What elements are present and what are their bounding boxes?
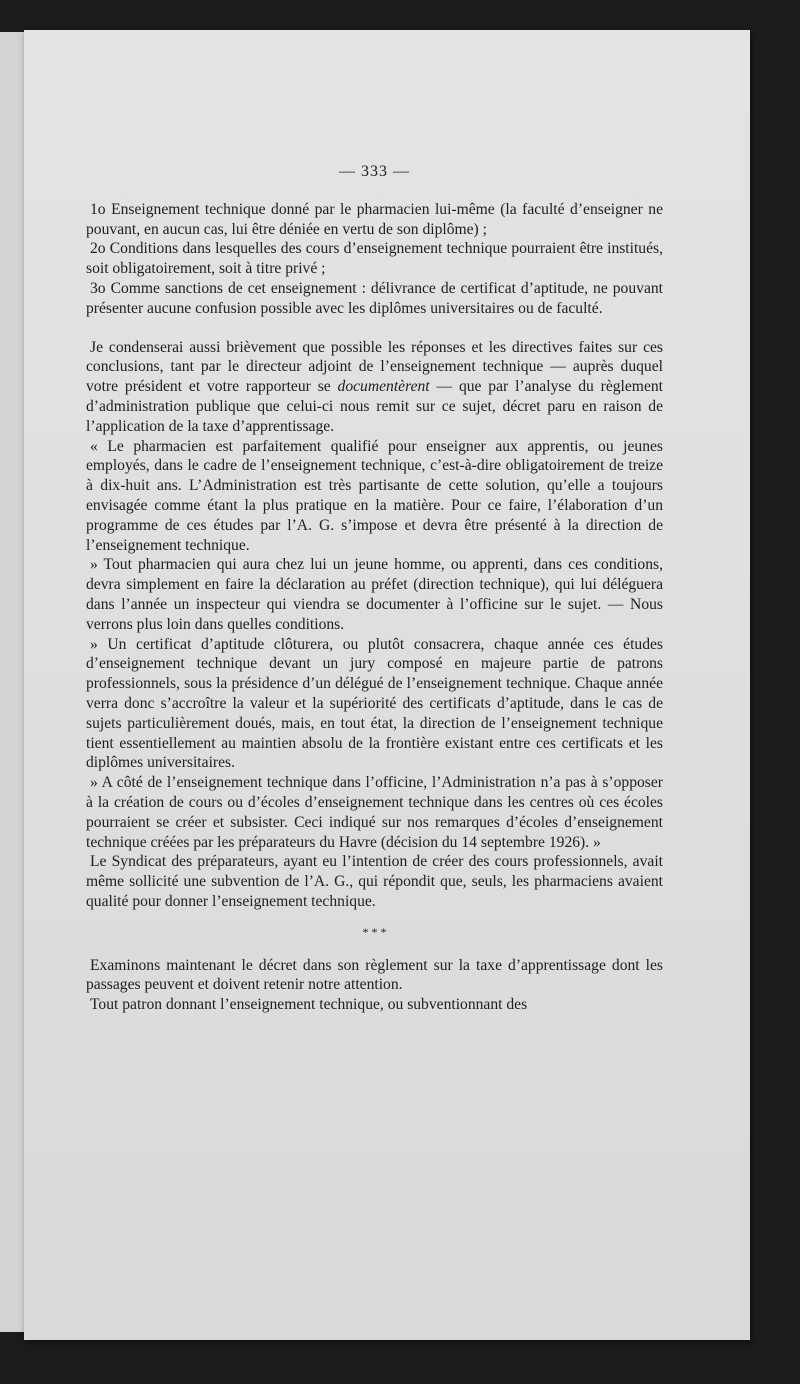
quote-paragraph-2: » Tout pharmacien qui aura chez lui un jeune homme, ou apprenti, dans ces conditions, devra simplement en faire la déclaration au préfet (direction technique), qui lui déléguera dans l’année un inspecteur qui viendra se documenter à l’officine sur le sujet. — Nous verrons plus loin dans quelles conditions. [86, 556, 663, 633]
list-marker-1: 1o [90, 200, 106, 218]
paragraph-patron: Tout patron donnant l’enseignement technique, ou subventionnant des [90, 996, 528, 1014]
list-item-3 [86, 279, 663, 319]
book-page [24, 30, 750, 1340]
list-marker-3: 3o [90, 279, 106, 297]
previous-page-edge [0, 32, 27, 1332]
paragraph-syndicat: Le Syndicat des préparateurs, ayant eu l’intention de créer des cours professionnels, avait même sollicité une subvention de l’A. G., qui répondit que, seuls, les pharmaciens avaient qualité pour donner l’enseignement technique. [86, 853, 663, 910]
list-text-1: Enseignement technique donné par le pharmacien lui-même (la faculté d’enseigner ne pouvant, en aucun cas, lui être déniée en vertu de son diplôme) ; [86, 200, 663, 238]
list-item-2 [86, 239, 663, 279]
quote-paragraph-1: « Le pharmacien est parfaitement qualifié pour enseigner aux apprentis, ou jeunes employés, dans le cadre de l’enseignement technique, c’est-à-dire obligatoirement de treize à dix-huit ans. L’Administration est très partisante de cette solution, qu’elle a toujours envisagée comme étant la plus pratique en la matière. Pour ce faire, l’élaboration d’un programme de ces études par l’A. G. s’impose et devra être présenté à la direction de l’enseignement technique. [86, 437, 663, 554]
page-number-header: — 333 — [339, 163, 410, 180]
quote-paragraph-3: » Un certificat d’aptitude clôturera, ou plutôt consacrera, chaque année ces études d’enseignement technique devant un jury composé en majeure partie de patrons professionnels, sous la présidence d’un délégué de l’enseignement technique. Chaque année verra donc s’accroître la valeur et la supériorité des certificats d’aptitude, dans le cas de sujets particulièrement doués, mais, en tout état, la direction de l’enseignement technique tient essentiellement au maintien absolu de la frontière existant entre ces certificats et les diplômes universitaires. [86, 635, 663, 772]
quote-paragraph-4: » A côté de l’enseignement technique dans l’officine, l’Administration n’a pas à s’opposer à la création de cours ou d’écoles d’enseignement technique dans les centres où ces écoles pourraient se créer et subsister. Ceci indiqué sur nos remarques d’écoles d’enseignement technique créées par les préparateurs du Havre (décision du 14 septembre 1926). » [86, 774, 663, 851]
list-marker-2: 2o [90, 240, 106, 258]
list-text-3: Comme sanctions de cet enseignement : délivrance de certificat d’aptitude, ne pouvant présenter aucune confusion possible avec les diplômes universitaires ou de faculté. [86, 279, 663, 317]
section-separator: * * * [362, 924, 387, 939]
paragraph-directives: Je condenserai aussi brièvement que possible les réponses et les directives faites sur ces conclusions, tant par le directeur adjoint de l’enseignement technique — auprès duquel votre président et votre rapporteur se documentèrent — que par l’analyse du règlement d’administration publique que celui-ci nous remit sur ce sujet, décret paru en raison de l’application de la taxe d’apprentissage. [86, 338, 663, 435]
page-text [86, 162, 663, 1015]
italic-word: documentèrent [337, 378, 430, 396]
list-text-2: Conditions dans lesquelles des cours d’enseignement technique pourraient être institués, soit obligatoirement, soit à titre privé ; [86, 240, 663, 278]
paragraph-decret: Examinons maintenant le décret dans son règlement sur la taxe d’apprentissage dont les passages peuvent et doivent retenir notre attention. [86, 956, 663, 994]
list-item-1 [86, 200, 663, 240]
